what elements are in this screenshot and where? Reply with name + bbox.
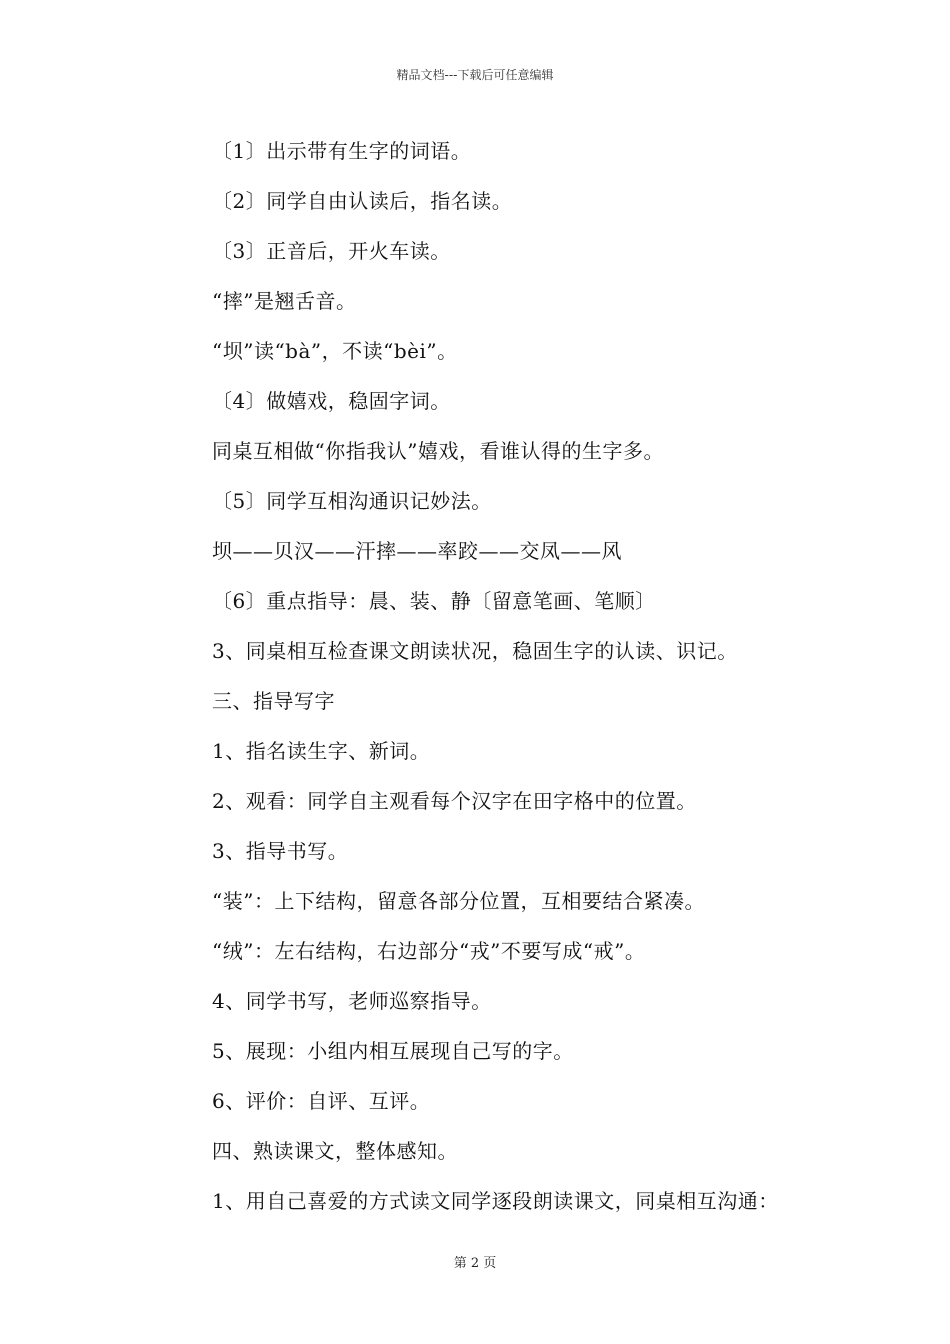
page-header: 精品文档---下载后可任意编辑 [396,68,554,82]
text-line: “坝”读“bà”，不读“bèi”。 [212,339,458,363]
text-line: 4、同学书写，老师巡察指导。 [212,989,492,1013]
text-line: 6、评价：自评、互评。 [212,1089,431,1113]
page-number: 第 2 页 [453,1256,497,1271]
text-line: 〔3〕正音后，开火车读。 [212,239,451,263]
text-line: 〔6〕重点指导：晨、装、静〔留意笔画、笔顺〕 [212,589,656,613]
section-heading: 三、指导写字 [212,689,335,713]
text-line: 5、展现：小组内相互展现自己写的字。 [212,1039,574,1063]
document-body [212,132,852,1232]
text-line: 同桌互相做“你指我认”嬉戏，看谁认得的生字多。 [212,439,664,463]
text-line: 〔4〕做嬉戏，稳固字词。 [212,389,451,413]
text-line: 3、同桌相互检查课文朗读状况，稳固生字的认读、识记。 [212,639,738,663]
text-line: “绒”：左右结构，右边部分“戎”不要写成“戒”。 [212,939,646,963]
text-line: 〔1〕出示带有生字的词语。 [212,139,472,163]
section-heading: 四、熟读课文，整体感知。 [212,1139,458,1163]
text-line: 〔2〕同学自由认读后，指名读。 [212,189,513,213]
text-line: “装”：上下结构，留意各部分位置，互相要结合紧凑。 [212,889,705,913]
text-line: 2、观看：同学自主观看每个汉字在田字格中的位置。 [212,789,697,813]
text-line: 坝——贝汉——汗摔——率跤——交凤——风 [212,539,622,563]
text-line: 1、用自己喜爱的方式读文同学逐段朗读课文，同桌相互沟通： [212,1189,779,1213]
text-line: 〔5〕同学互相沟通识记妙法。 [212,489,492,513]
text-line: 3、指导书写。 [212,839,349,863]
text-line: “摔”是翘舌音。 [212,289,357,313]
text-line: 1、指名读生字、新词。 [212,739,431,763]
